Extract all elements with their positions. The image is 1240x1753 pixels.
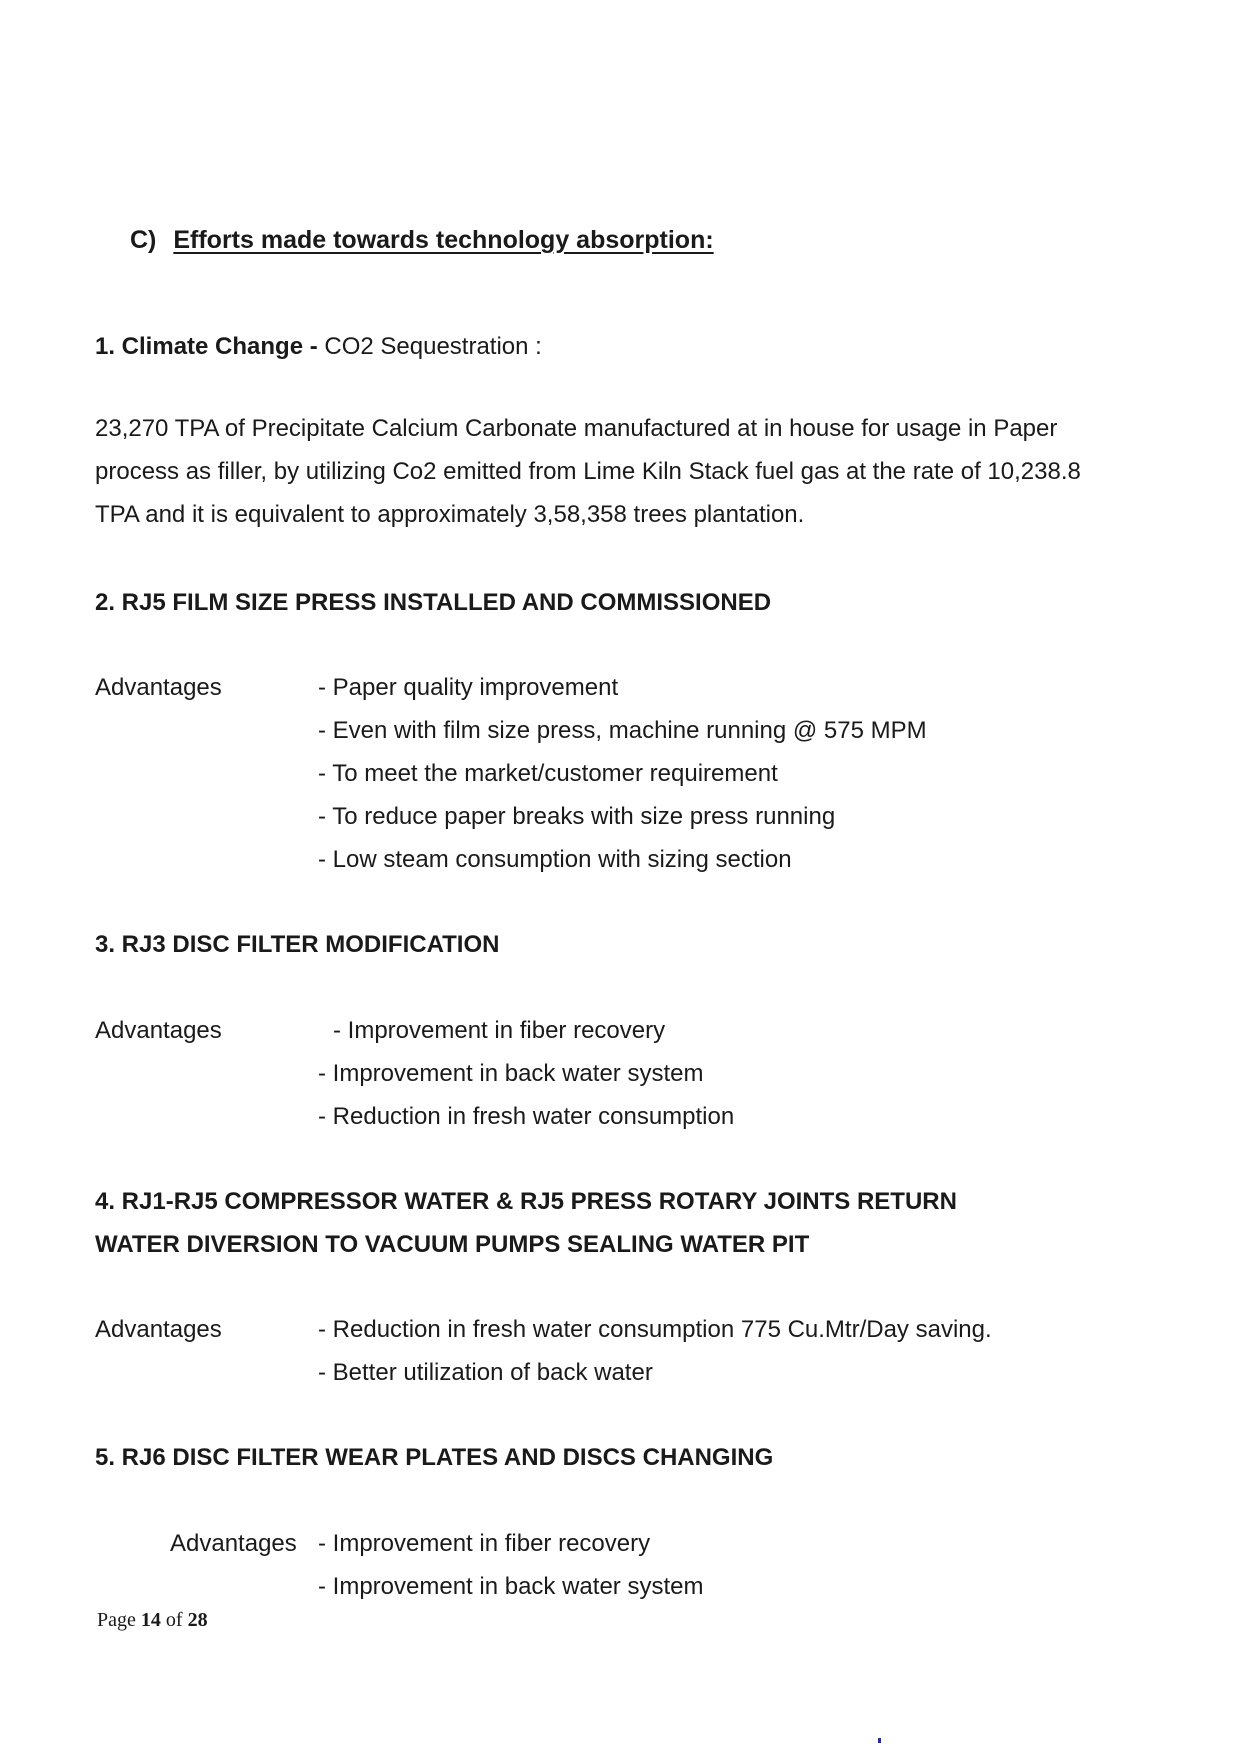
advantages-label: Advantages xyxy=(170,1530,297,1557)
section-1-title xyxy=(95,333,542,361)
advantage-item: - Improvement in back water system xyxy=(318,1573,704,1600)
section-1-title-rest: CO2 Sequestration : xyxy=(317,333,542,360)
advantages-label: Advantages xyxy=(95,1316,222,1343)
page-number xyxy=(97,1609,208,1632)
advantages-label: Advantages xyxy=(95,1017,222,1044)
section-2-title: 2. RJ5 FILM SIZE PRESS INSTALLED AND COMMISSIONED xyxy=(95,589,772,616)
paragraph-line: TPA and it is equivalent to approximately 3,58,358 trees plantation. xyxy=(95,501,805,528)
section-5-title: 5. RJ6 DISC FILTER WEAR PLATES AND DISCS CHANGING xyxy=(95,1444,774,1471)
paragraph-line: process as filler, by utilizing Co2 emitted from Lime Kiln Stack fuel gas at the rate of 10,238.8 xyxy=(95,458,1081,485)
advantage-item: - Improvement in fiber recovery xyxy=(333,1017,666,1044)
section-1-title-bold: 1. Climate Change - xyxy=(95,333,318,360)
advantage-item: - Low steam consumption with sizing section xyxy=(318,846,792,873)
advantages-label: Advantages xyxy=(95,674,222,701)
page-total: 28 xyxy=(187,1609,208,1631)
section-4-title-line: 4. RJ1-RJ5 COMPRESSOR WATER & RJ5 PRESS ROTARY JOINTS RETURN xyxy=(95,1188,957,1215)
section-1-paragraph xyxy=(95,407,1081,536)
page-word: Page xyxy=(97,1609,136,1631)
section-3-title: 3. RJ3 DISC FILTER MODIFICATION xyxy=(95,931,500,958)
section-heading xyxy=(130,226,714,255)
of-word: of xyxy=(165,1609,183,1631)
section-4-title-line: WATER DIVERSION TO VACUUM PUMPS SEALING WATER PIT xyxy=(95,1231,810,1258)
paragraph-line: 23,270 TPA of Precipitate Calcium Carbonate manufactured at in house for usage in Paper xyxy=(95,415,1058,442)
advantage-item: - Paper quality improvement xyxy=(318,674,619,701)
advantage-item: - Even with film size press, machine running @ 575 MPM xyxy=(318,717,927,744)
advantage-item: - To reduce paper breaks with size press running xyxy=(318,803,836,830)
scan-artifact xyxy=(878,1738,881,1743)
advantage-item: - Improvement in fiber recovery xyxy=(318,1530,651,1557)
heading-prefix: C) xyxy=(130,226,157,254)
advantage-item: - Reduction in fresh water consumption xyxy=(318,1103,735,1130)
advantage-item: - Better utilization of back water xyxy=(318,1359,653,1386)
page-current: 14 xyxy=(140,1609,161,1631)
advantage-item: - Improvement in back water system xyxy=(318,1060,704,1087)
advantage-item: - Reduction in fresh water consumption 775 Cu.Mtr/Day saving. xyxy=(318,1316,992,1343)
heading-title: Efforts made towards technology absorption: xyxy=(173,226,714,254)
advantage-item: - To meet the market/customer requirement xyxy=(318,760,778,787)
